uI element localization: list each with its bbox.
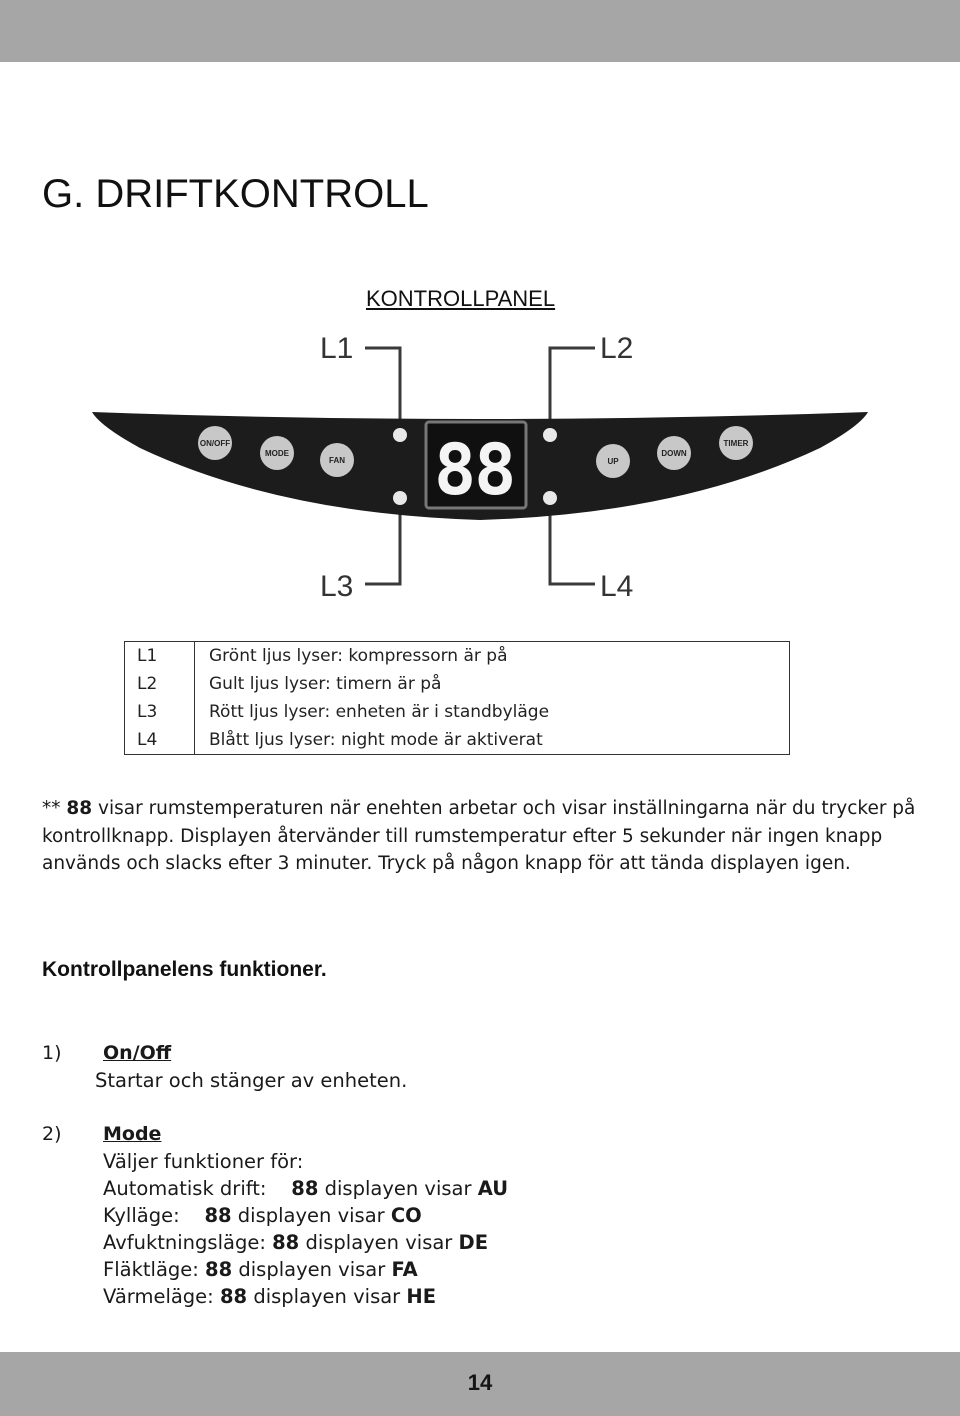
top-gray-bar [0,0,960,62]
note-text: visar rumstemperaturen när enehten arbetar och visar inställningarna när du trycker på kontrollknapp. Displayen återvänder till rumstemperatur efter 5 sekunder när ingen knapp används och slacks efter 3 minuter. Tryck på någon knapp för att tända displayen igen. [42,798,916,874]
section-title: G. DRIFTKONTROLL [42,172,429,216]
mode-line-fan [103,1258,418,1281]
mode-intro: Väljer funktioner för: [103,1150,304,1173]
mode-middle: displayen visar [324,1177,472,1200]
indicator-light-l2 [543,428,557,442]
legend-text: Rött ljus lyser: enheten är i standbyläge [209,702,550,722]
timer-button-label: TIMER [723,439,749,448]
fan-button-label: FAN [329,456,345,465]
label-l4: L4 [600,570,634,603]
note-prefix: ** [42,798,67,819]
l1-callout-line [365,348,400,426]
label-l2: L2 [600,332,634,365]
functions-heading: Kontrollpanelens funktioner. [42,958,327,981]
legend-code: L4 [125,726,195,755]
mode-label: Fläktläge: [103,1258,199,1281]
legend-text: Grönt ljus lyser: kompressorn är på [209,646,508,666]
mode-label: Avfuktningsläge: [103,1231,266,1254]
indicator-legend-table [124,641,790,755]
item-number: 1) [42,1042,62,1064]
mode-line-dehumidify [103,1231,488,1254]
page-number: 14 [467,1370,493,1395]
legend-code: L2 [125,670,195,698]
indicator-light-l1 [393,428,407,442]
legend-code: L1 [125,642,195,671]
mode-label: Kylläge: [103,1204,180,1227]
indicator-light-l4 [543,491,557,505]
up-button-label: UP [607,457,619,466]
mode-middle: displayen visar [305,1231,453,1254]
mode-middle: displayen visar [237,1204,385,1227]
mode-display: 88 [205,1258,233,1281]
mode-display: 88 [272,1231,300,1254]
mode-code: FA [391,1258,418,1281]
note-display-value: 88 [66,798,93,819]
mode-button[interactable] [260,436,294,470]
seven-segment-display: 88 [434,429,515,511]
label-l3: L3 [320,570,354,603]
legend-row [125,642,790,671]
mode-line-heat [103,1285,436,1308]
l3-callout-line [365,506,400,584]
mode-code: AU [477,1177,509,1200]
legend-row [125,698,790,726]
mode-line-auto [103,1177,508,1200]
control-panel-figure [80,326,880,606]
down-button[interactable] [657,436,691,470]
down-button-label: DOWN [661,449,687,458]
onoff-button[interactable] [198,426,232,460]
mode-line-cool [103,1204,422,1227]
item-title: On/Off [103,1042,172,1064]
item-title: Mode [103,1123,162,1145]
fan-button[interactable] [320,443,354,477]
mode-code: CO [390,1204,422,1227]
mode-button-label: MODE [265,449,289,458]
mode-display: 88 [219,1285,248,1308]
mode-middle: displayen visar [253,1285,401,1308]
mode-label: Värmeläge: [103,1285,214,1308]
legend-code: L3 [125,698,195,726]
label-l1: L1 [320,332,354,365]
display-note-paragraph [42,795,922,878]
mode-code: DE [458,1231,489,1254]
legend-row [125,670,790,698]
mode-middle: displayen visar [238,1258,386,1281]
onoff-button-label: ON/OFF [199,439,231,448]
legend-row [125,726,790,755]
legend-text: Blått ljus lyser: night mode är aktiverat [209,730,543,750]
mode-display: 88 [291,1177,319,1200]
up-button[interactable] [596,444,630,478]
mode-display: 88 [204,1204,232,1227]
mode-label: Automatisk drift: [103,1177,267,1200]
legend-text: Gult ljus lyser: timern är på [209,674,442,694]
timer-button[interactable] [719,426,753,460]
mode-code: HE [406,1285,437,1308]
l4-callout-line [550,506,595,584]
l2-callout-line [550,348,595,426]
item-number: 2) [42,1123,62,1145]
item-description: Startar och stänger av enheten. [95,1069,408,1092]
indicator-light-l3 [393,491,407,505]
panel-heading: KONTROLLPANEL [366,286,556,311]
